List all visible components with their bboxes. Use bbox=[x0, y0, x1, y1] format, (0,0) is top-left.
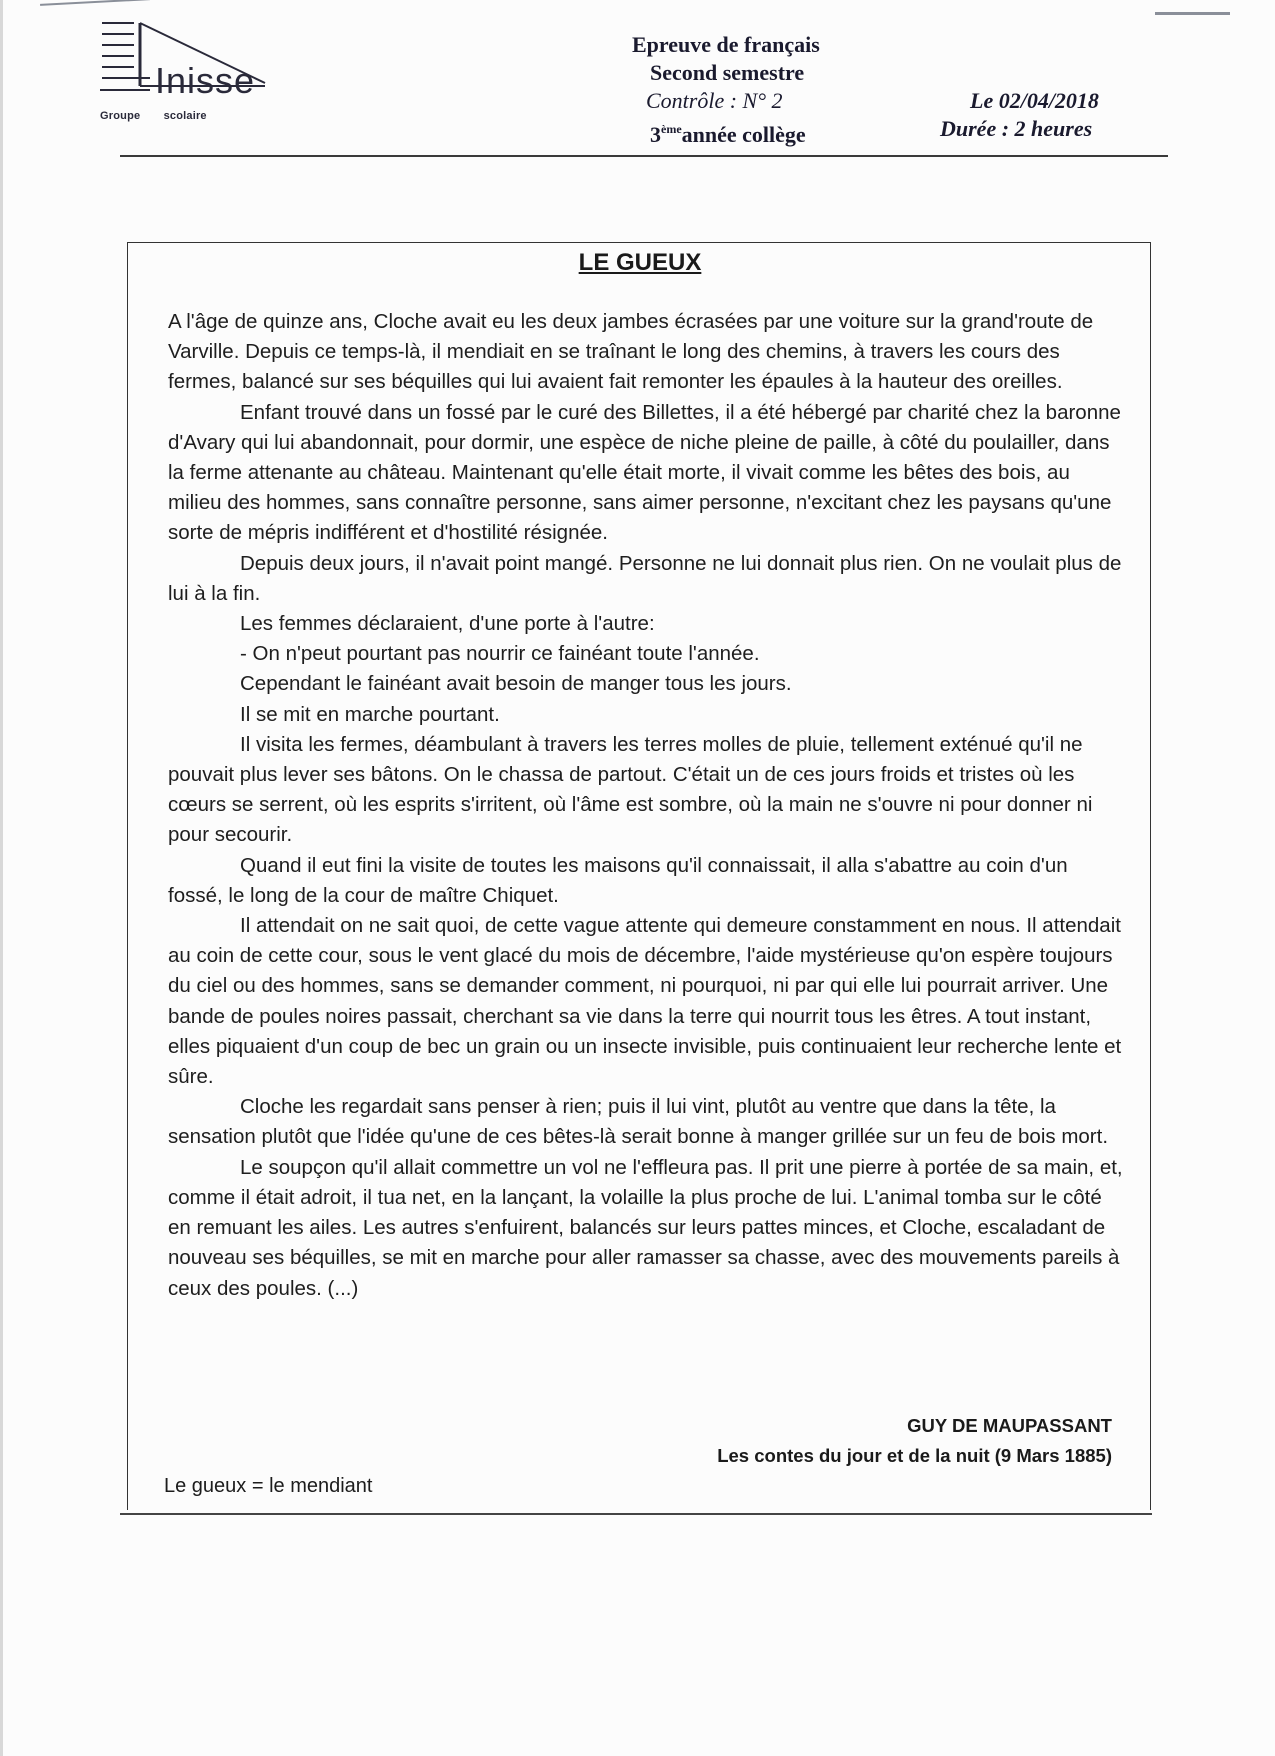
story-paragraph: Il attendait on ne sait quoi, de cette vague attente qui demeure constamment en nous. Il attendait au coin de cette cour, sous le vent glacé du mois de décembre, l'aide mystérieuse qu'on espère toujours du ciel ou des hommes, sans se demander comment, ni pourquoi, ni par qui elle lui pourrait arriver. Une bande de poules noires passait, cherchant sa vie dans la terre qui nourrit tous les êtres. A tout instant, elles piquaient d'un coup de bec un grain ou un insecte invisible, puis continuaient leur recherche lente et sûre. bbox=[168, 914, 1122, 1089]
text-frame-bottom-rule bbox=[120, 1513, 1152, 1515]
glossary-note: Le gueux = le mendiant bbox=[164, 1475, 373, 1497]
story-paragraph: Cloche les regardait sans penser à rien; puis il lui vint, plutôt au ventre que dans la tête, la sensation plutôt que l'idée qu'une de ces bêtes-là serait bonne à manger grillée sur un feu de bois mort. bbox=[168, 1095, 1109, 1149]
story-paragraph: Il se mit en marche pourtant. bbox=[240, 702, 500, 726]
logo-subtitle: Groupe scolaire bbox=[100, 110, 207, 122]
logo-wordmark: Inisse bbox=[155, 60, 256, 101]
exam-date: Le 02/04/2018 bbox=[970, 88, 1099, 113]
story-paragraph: Depuis deux jours, il n'avait point mangé. Personne ne lui donnait plus rien. On ne voulait plus de lui à la fin. bbox=[168, 551, 1122, 605]
story-title: LE GUEUX bbox=[578, 249, 702, 276]
text-frame bbox=[127, 242, 1151, 1510]
exam-duration: Durée : 2 heures bbox=[940, 116, 1093, 141]
level-rest: année collège bbox=[681, 122, 806, 147]
scan-mark-right bbox=[1155, 12, 1230, 15]
exam-control-number: Contrôle : N° 2 bbox=[646, 88, 783, 113]
exam-level bbox=[650, 115, 806, 149]
exam-semester: Second semestre bbox=[650, 60, 805, 85]
story-paragraph: Quand il eut fini la visite de toutes les maisons qu'il connaissait, il alla s'abattre au coin d'un fossé, le long de la cour de maître Chiquet. bbox=[168, 853, 1068, 907]
story-paragraph: Enfant trouvé dans un fossé par le curé des Billettes, il a été hébergé par charité chez la baronne d'Avary qui lui abandonnait, pour dormir, une espèce de niche pleine de paille, à côté du poulailler, dans la ferme attenante au château. Maintenant qu'elle était morte, il vivait comme les bêtes des bois, au milieu des hommes, sans connaître personne, sans aimer personne, n'excitant chez les paysans qu'une sorte de mépris indifférent et d'hostilité résignée. bbox=[168, 400, 1121, 545]
scan-mark-left bbox=[40, 0, 150, 6]
story-paragraph: Cependant le fainéant avait besoin de manger tous les jours. bbox=[240, 672, 792, 696]
story-paragraph: A l'âge de quinze ans, Cloche avait eu les deux jambes écrasées par une voiture sur la grand'route de Varville. Depuis ce temps-là, il mendiait en se traînant le long des chemins, à travers les cours des fermes, balancé sur ses béquilles qui lui avaient fait remonter les épaules à la hauteur des oreilles. bbox=[168, 310, 1094, 394]
story-paragraph: Il visita les fermes, déambulant à travers les terres molles de pluie, tellement exténué qu'il ne pouvait plus lever ses bâtons. On le chassa de partout. C'était un de ces jours froids et tristes où les cœurs se serrent, où les esprits s'irritent, où l'âme est sombre, où la main ne s'ouvre ni pour donner ni pour secourir. bbox=[168, 732, 1093, 847]
header-divider bbox=[120, 155, 1168, 157]
level-number: 3 bbox=[650, 122, 661, 147]
story-paragraph: Le soupçon qu'il allait commettre un vol ne l'effleura pas. Il prit une pierre à portée de sa main, et, comme il était adroit, il tua net, en la lançant, la volaille la plus proche de lui. L'animal tomba sur le côté en remuant les ailes. Les autres s'enfuirent, balancés sur leurs pattes minces, et Cloche, escaladant de nouveau ses béquilles, se mit en marche pour aller ramasser sa chasse, avec des mouvements pareils à ceux des poules. (...) bbox=[168, 1155, 1123, 1300]
story-author: GUY DE MAUPASSANT bbox=[907, 1415, 1112, 1436]
scan-edge bbox=[0, 0, 3, 1756]
story-paragraph: Les femmes déclaraient, d'une porte à l'autre: bbox=[240, 612, 655, 636]
story-source: Les contes du jour et de la nuit (9 Mars 1885) bbox=[717, 1445, 1112, 1466]
level-suffix: ème bbox=[661, 122, 682, 136]
story-body bbox=[168, 307, 1128, 1304]
exam-subject: Epreuve de français bbox=[632, 32, 820, 57]
story-dialogue: - On n'peut pourtant pas nourrir ce fainéant toute l'année. bbox=[240, 642, 760, 666]
school-logo bbox=[100, 20, 310, 122]
